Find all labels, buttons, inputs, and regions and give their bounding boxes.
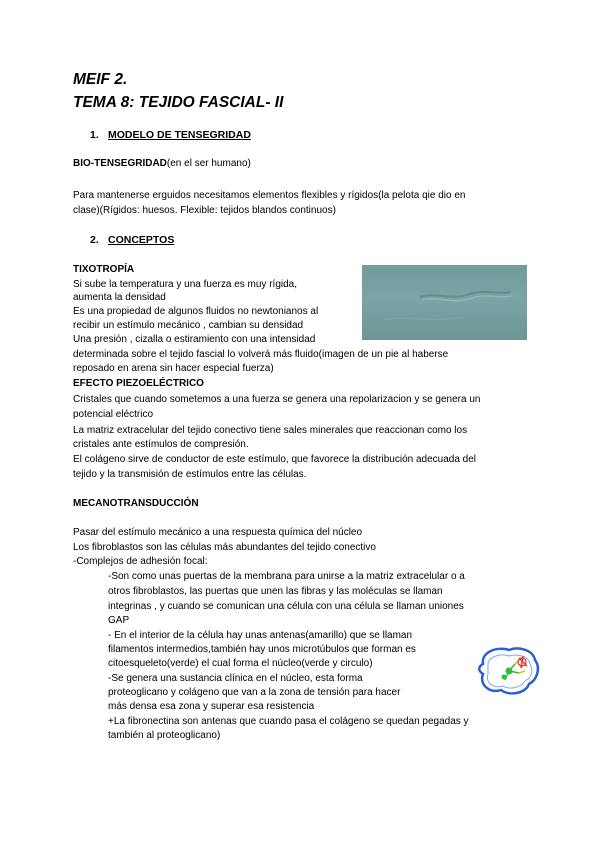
section-number: 2. [90,234,99,246]
heading-efecto-piezoelectrico: EFECTO PIEZOELÉCTRICO [73,378,204,389]
paragraph-line: Pasar del estímulo mecánico a una respuesta química del núcleo [73,527,363,538]
cell-diagram [475,644,543,698]
paragraph-line: determinada sobre el tejido fascial lo volverá más fluido(imagen de un pie al haberse [73,349,449,360]
indented-line: - En el interior de la célula hay unas antenas(amarillo) que se llaman [108,630,413,641]
paragraph-line: Una presión , cizalla o estiramiento con una intensidad [73,334,316,345]
indented-line: -Se genera una sustancia clínica en el núcleo, esta forma [108,673,363,684]
paragraph-line: -Complejos de adhesión focal: [73,556,208,567]
indented-line: filamentos intermedios,también hay unos microtúbulos que forman es [108,644,416,655]
document-title-line2: TEMA 8: TEJIDO FASCIAL- II [73,94,284,111]
paragraph-line: El colágeno sirve de conductor de este estímulo, que favorece la distribución adecuada del [73,454,477,465]
paragraph-line: aumenta la densidad [73,292,166,303]
paragraph-line: potencial eléctrico [73,409,154,420]
indented-line: proteoglicano y colágeno que van a la zona de tensión para hacer [108,687,401,698]
cell-membrane-icon [475,644,543,698]
paragraph-line: Si sube la temperatura y una fuerza es muy rígida, [73,279,298,290]
sand-texture-icon [362,265,527,340]
paragraph-line: tejido y la transmisión de estímulos entre las células. [73,469,307,480]
bio-tensegridad-line [73,157,251,171]
paragraph-line: Los fibroblastos son las células más abundantes del tejido conectivo [73,542,376,553]
indented-line: otros fibroblastos, las puertas que unen las fibras y las moléculas se llaman [108,586,443,597]
indented-line: más densa esa zona y superar esa resistencia [108,701,315,712]
section-label: CONCEPTOS [108,234,175,246]
indented-line: +La fibronectina son antenas que cuando pasa el colágeno se quedan pegadas y [108,716,469,727]
indented-line: también al proteoglicano) [108,730,221,741]
section-label: MODELO DE TENSEGRIDAD [108,129,251,141]
section-number: 1. [90,129,99,141]
heading-mecanotransduccion: MECANOTRANSDUCCIÓN [73,498,199,509]
indented-line: citoesqueleto(verde) el cual forma el núcleo(verde y circulo) [108,658,373,669]
term-bio-tensegridad: BIO-TENSEGRIDAD [73,158,167,169]
paragraph-line: clase)(Rígidos: huesos. Flexible: tejidos blandos continuos) [73,205,336,216]
term-note: (en el ser humano) [166,158,251,169]
paragraph-line: recibir un estímulo mecánico , cambian su densidad [73,320,304,331]
paragraph-line: Para mantenerse erguidos necesitamos elementos flexibles y rígidos(la pelota qie dio en [73,190,466,201]
indented-line: integrinas , y cuando se comunican una célula con una célula se llaman uniones [108,601,464,612]
heading-tixotropia: TIXOTROPÍA [73,264,135,275]
paragraph-line: La matriz extracelular del tejido conectivo tiene sales minerales que reaccionan como los [73,425,468,436]
paragraph-line: Cristales que cuando sometemos a una fuerza se genera una repolarizacion y se genera un [73,394,481,405]
paragraph-line: cristales ante estímulos de compresión. [73,439,249,450]
paragraph-line: Es una propiedad de algunos fluidos no newtonianos al [73,306,319,317]
indented-line: GAP [108,615,130,626]
sand-footprint-image [362,265,527,340]
document-title-line1: MEIF 2. [73,71,128,88]
indented-line: -Son como unas puertas de la membrana para unirse a la matriz extracelular o a [108,571,465,582]
paragraph-line: reposado en arena sin hacer especial fuerza) [73,363,274,374]
